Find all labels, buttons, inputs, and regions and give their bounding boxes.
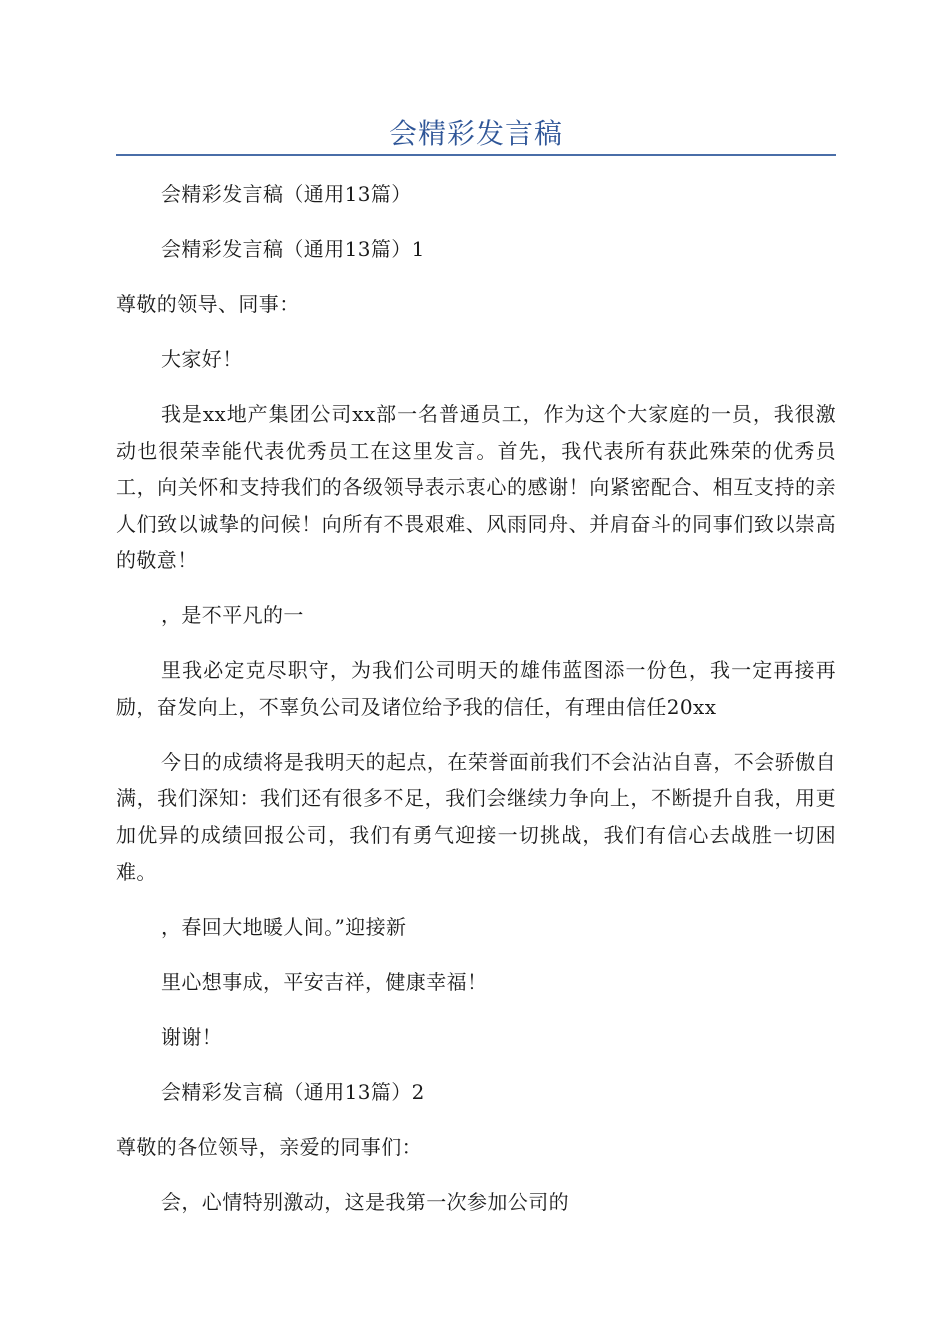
title-underline xyxy=(116,154,836,156)
paragraph-wishes: 里心想事成，平安吉祥，健康幸福！ xyxy=(161,969,488,994)
page-content xyxy=(116,0,836,1344)
document-body xyxy=(116,176,836,1239)
document-title: 会精彩发言稿 xyxy=(388,117,563,150)
paragraph-salutation: 尊敬的领导、同事： xyxy=(116,291,300,316)
paragraph-greeting: 大家好！ xyxy=(161,346,243,371)
paragraph-introduction: 我是xx地产集团公司xx部一名普通员工，作为这个大家庭的一员，我很激动也很荣幸能代表优秀员工在这里发言。首先，我代表所有获此殊荣的优秀员工，向关怀和支持我们的各级领导表示衷心的感谢！向紧密配合、相互支持的亲人们致以诚挚的问候！向所有不畏艰难、风雨同舟、并肩奋斗的同事们致以崇高的敬意！ xyxy=(116,401,836,573)
paragraph-fragment-2: ，春回大地暖人间。”迎接新 xyxy=(161,914,407,939)
paragraph-opening-2: 会，心情特别激动，这是我第一次参加公司的 xyxy=(161,1189,569,1214)
paragraph-fragment-1: ，是不平凡的一 xyxy=(161,603,304,628)
paragraph-commitment: 里我必定克尽职守，为我们公司明天的雄伟蓝图添一份色，我一定再接再励，奋发向上，不辜负公司及诸位给予我的信任，有理由信任20xx xyxy=(116,658,836,719)
paragraph-achievement: 今日的成绩将是我明天的起点，在荣誉面前我们不会沾沾自喜，不会骄傲自满，我们深知：我们还有很多不足，我们会继续力争向上，不断提升自我，用更加优异的成绩回报公司，我们有勇气迎接一切挑战，我们有信心去战胜一切困难。 xyxy=(116,749,836,884)
paragraph-salutation-2: 尊敬的各位领导，亲爱的同事们： xyxy=(116,1134,422,1159)
paragraph-subtitle: 会精彩发言稿（通用13篇） xyxy=(161,182,412,206)
paragraph-section-heading-2: 会精彩发言稿（通用13篇）2 xyxy=(161,1079,425,1104)
paragraph-section-heading-1: 会精彩发言稿（通用13篇）1 xyxy=(161,236,425,261)
paragraph-thanks: 谢谢！ xyxy=(161,1024,223,1049)
